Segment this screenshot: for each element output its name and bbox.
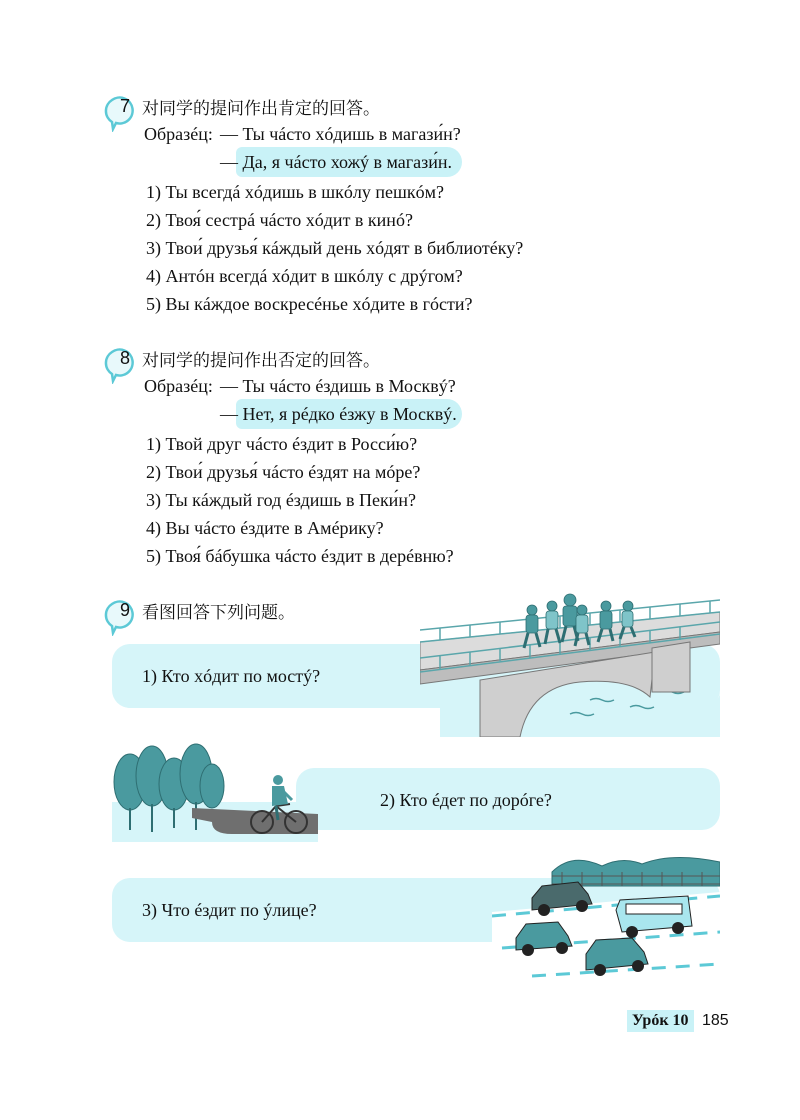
exercise-number: 8: [119, 348, 130, 368]
question-3: 3) Что éздит по ýлице?: [142, 900, 317, 920]
sample-question: — Ты чáсто хóдишь в магази́н?: [220, 124, 461, 144]
exercise-number: 7: [119, 96, 130, 116]
question-2: 2) Кто éдет по дорóге?: [380, 790, 552, 810]
exercise-item: 2) Твои́ друзья́ чáсто éздят на мóре?: [146, 462, 421, 482]
sample-label: Образéц:: [144, 124, 213, 144]
sample-question: — Ты чáсто éздишь в Москвý?: [220, 376, 456, 396]
exercise-item: 1) Твой друг чáсто éздит в Росси́ю?: [146, 434, 418, 454]
exercise-item: 2) Твоя́ сестрá чáсто хóдит в кинó?: [146, 210, 413, 230]
exercise-item: 1) Ты всегдá хóдишь в шкóлу пешкóм?: [146, 182, 444, 202]
lesson-label: Урóк 10: [627, 1010, 694, 1032]
exercise-item: 4) Вы чáсто éздите в Амéрику?: [146, 518, 384, 538]
page-number: 185: [702, 1012, 729, 1029]
cyclist-illustration-icon: [112, 742, 318, 842]
exercise-item: 3) Твои́ друзья́ кáждый день хóдят в библиотéку?: [146, 238, 524, 258]
sample-label: Образéц:: [144, 376, 213, 396]
exercise-number: 9: [119, 600, 130, 620]
question-1: 1) Ктo хóдит по мостý?: [142, 666, 321, 686]
exercise-item: 3) Ты кáждый год éздишь в Пеки́н?: [146, 490, 416, 510]
exercise-title: 对同学的提问作出否定的回答。: [142, 351, 380, 371]
exercise-item: 4) Антóн всегдá хóдит в шкóлу с дрýгом?: [146, 266, 463, 286]
traffic-illustration-icon: [492, 852, 720, 980]
sample-answer: — Нет, я рéдко éзжу в Москвý.: [220, 404, 457, 424]
bridge-illustration-icon: [420, 592, 720, 737]
sample-answer: — Да, я чáсто хожý в магази́н.: [220, 152, 453, 172]
exercise-item: 5) Твоя́ бáбушка чáсто éздит в дерéвню?: [146, 546, 454, 566]
exercise-title: 看图回答下列问题。: [142, 603, 295, 623]
exercise-title: 对同学的提问作出肯定的回答。: [142, 99, 380, 119]
exercise-item: 5) Вы кáждое воскресéнье хóдите в гóсти?: [146, 294, 473, 314]
